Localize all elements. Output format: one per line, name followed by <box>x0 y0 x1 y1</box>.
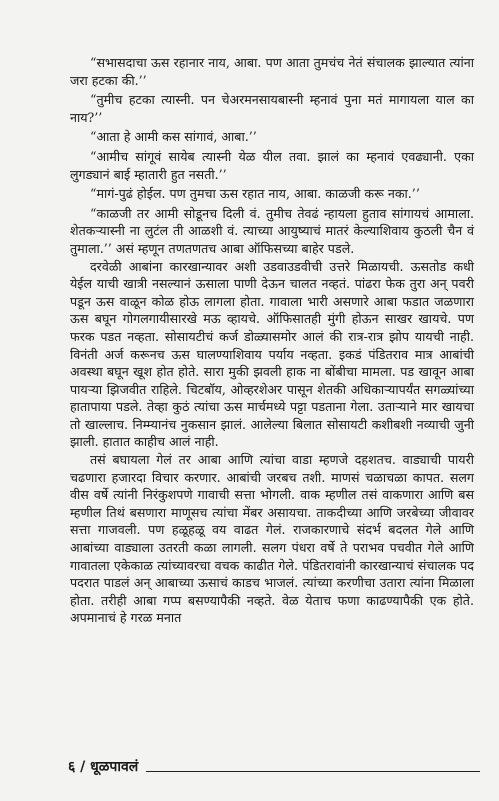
page-footer <box>68 756 480 776</box>
narrative-paragraph: तसं बघायला गेलं तर आबा आणि त्यांचा वाडा म्हणजे दहशतच. वाड्याची पायरी चढणारा हजारदा विचार करणार. आबांची जरबच तशी. माणसं चळाचळा कापत. सलग वीस वर्षे त्यांनी निरंकुशपणे गावाची सत्ता भोगली. वाक म्हणील तसं वाकणारा आणि बस म्हणील तिथं बसणारा माणूसच त्यांचा मेंबर असायचा. ताकदीच्या आणि जरबेच्या जीवावर सत्ता गाजवली. पण हळूहळू वय वाढत गेलं. राजकारणाचे संदर्भ बदलत गेले आणि आबांच्या वाड्याला उतरती कळा लागली. सलग पंधरा वर्षे ते पराभव पचवीत गेले आणि गावातला एकेकाळ त्यांच्यावरचा वचक काढीत गेले. पंडितरावांनी कारखान्याचं संचालक पद पदरात पाडलं अन् आबाच्या ऊसाचं काडच भाजलं. त्यांच्या करणीचा उतारा त्यांना मिळाला होता. तरीही आबा गप्प बसण्यापैकी नव्हते. वेळ येताच फणा काढण्यापैकी एक होते. अपमानाचं हे गरळ मनात <box>70 452 474 626</box>
dialogue-paragraph: “आमीच सांगूवं सायेब त्यास्नी येळ यील तवा. झालं का म्हनावं एवढ्यानी. एका लुगड्यानं बाई म्हातारी हुत नसती.’’ <box>70 148 474 182</box>
dialogue-paragraph: “आता हे आमी कस सांगावं, आबा.’’ <box>90 129 257 145</box>
dialogue-paragraph: “मागं-पुढं होईल. पण तुमचा ऊस रहात नाय, आबा. काळजी करू नका.’’ <box>90 186 420 202</box>
narrative-paragraph: दरवेळी आबांना कारखान्यावर अशी उडवाउडवीची उत्तरे मिळायची. ऊसतोड कधी येईल याची खात्री नसल्यानं ऊसाला पाणी देऊन चालत नव्हतं. पांढरा फेक तुरा अन् पवरी पडून ऊस वाळून कोळ होऊ लागला होता. गावाला भारी असणारे आबा फडात जळणारा ऊस बघून गोगलगायीसारखे मऊ व्हायचे. ऑफिसातही मुंगी होऊन साखर खायचे. पण फरक पडत नव्हता. सोसायटीचं कर्ज डोळ्यासमोर आलं की रात्र-रात्र झोप यायची नाही. विनंती अर्ज करूनच ऊस घालण्याशिवाय पर्याय नव्हता. इकडं पंडितराव मात्र आबांची अवस्था बघून खूश होत होते. सारा मुकी झवली हाक ना बोंबीचा मामला. पड खावून आबा पायऱ्या झिजवीत राहिले. चिटबॉय, ओव्हरशेअर पासून शेतकी अधिकाऱ्यापर्यंत सगळ्यांच्या हातापाया पडले. तेव्हा कुठं त्यांचा ऊस मार्चमध्ये पट्टा पडताना गेला. उताऱ्याने मार खायचा तो खाल्लाच. निम्म्यानंच नुकसान झालं. आलेल्या बिलात सोसायटी कशीबशी नव्याची जुनी झाली. हातात काहीच आलं नाही. <box>70 258 474 450</box>
dialogue-paragraph: “सभासदाचा ऊस रहानार नाय, आबा. पण आता तुमचंच नेतं संचालक झाल्यात त्यांना जरा हटका की.’’ <box>70 55 474 88</box>
footer-rule <box>146 771 480 772</box>
body-text <box>70 54 474 627</box>
page-number-title: ६ / धूळपावलं <box>68 759 139 775</box>
dialogue-paragraph: “तुमीच हटका त्यास्नी. पन चेअरमनसायबास्नी म्हनावं पुना मतं मागायला याल का नाय?’’ <box>70 92 474 125</box>
dialogue-paragraph: “काळजी तर आमी सोडूनच दिली वं. तुमीच तेवढं न्हायला हुताव सांगायचं आमाला. शेतकऱ्यास्नी ना लुटंल ती आळशी वं. त्याच्या आयुष्याचं मातरं केल्याशिवाय कुठली चैन वं तुमाला.’’ असं म्हणून तणतणतच आबा ऑफिसच्या बाहेर पडले. <box>70 205 474 256</box>
